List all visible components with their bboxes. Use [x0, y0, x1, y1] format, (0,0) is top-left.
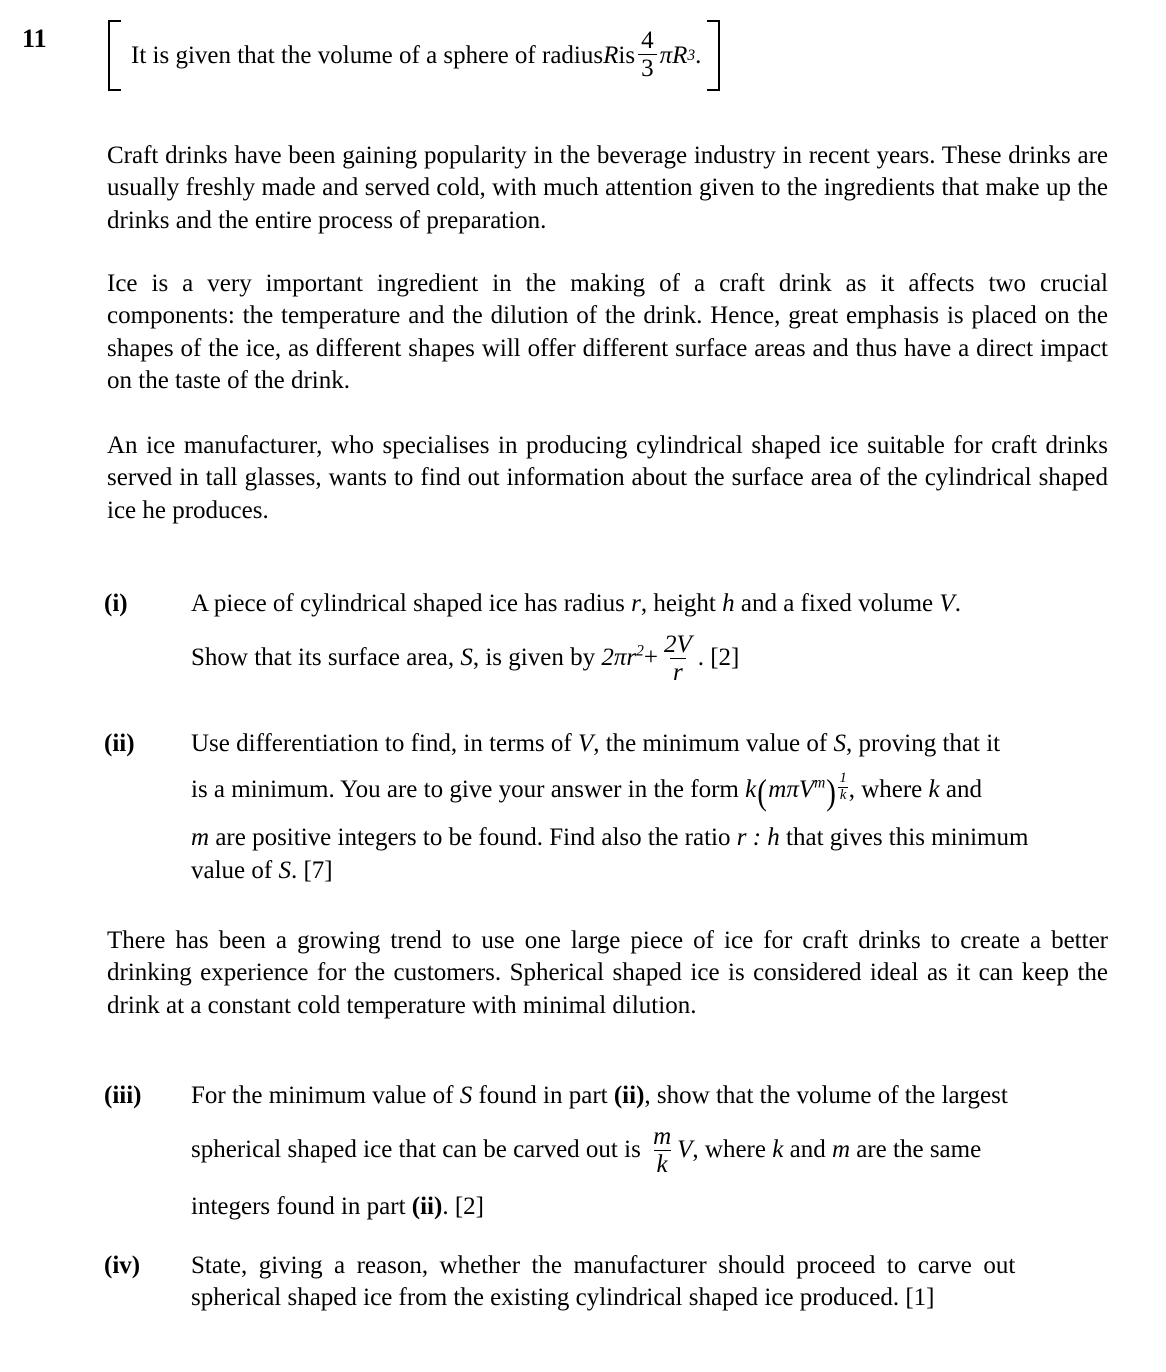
part-i-marks: [2]: [710, 644, 740, 672]
part-ii-content: [191, 728, 1112, 887]
given-text-before: It is given that the volume of a sphere of radius: [131, 41, 604, 69]
fraction-denominator: k: [839, 786, 847, 803]
part-iii: [100, 1080, 1112, 1224]
part-i-line-2: [191, 620, 1112, 699]
one-over-k-exponent: [837, 771, 848, 804]
question-number: 11: [22, 24, 47, 53]
part-ii-text-f: and: [939, 776, 982, 804]
left-square-bracket: [108, 20, 121, 91]
sphere-volume-expression: [647, 1123, 693, 1179]
part-iii-text-a: For the minimum value of: [191, 1082, 460, 1109]
ratio-r-h: r : h: [736, 824, 780, 852]
part-ii-text-j: .: [290, 856, 298, 884]
part-i-label: (i): [104, 590, 128, 617]
given-formula-note: [108, 20, 720, 91]
part-ii-text-h: that gives this minimum: [779, 824, 1029, 852]
expr-V: V: [677, 1136, 693, 1164]
part-iii-marks: [2]: [454, 1193, 484, 1221]
given-formula-text: It is given that the volume of a sphere of radius R is $\frac{4}{3}$ π R 3 .: [131, 27, 702, 82]
part-ii-text-c: , proving that it: [845, 730, 1001, 757]
part-i-text-d: .: [954, 590, 961, 617]
part-iii-text-i: .: [442, 1193, 449, 1221]
part-i: [100, 588, 1112, 699]
part-iii-line-2: [191, 1112, 1112, 1191]
part-ii-text-e: , where: [848, 776, 929, 804]
intro-paragraph-3: An ice manufacturer, who specialises in producing cylindrical shaped ice suitable for craft drinks served in tall glasses, wants to find out information about the surface area of the cylindrical shaped ice he produces.: [107, 432, 1108, 524]
part-iii-text-h: integers found in part: [191, 1193, 412, 1221]
left-paren: (: [757, 772, 768, 813]
part-i-text-e: Show that its surface area,: [191, 644, 461, 672]
fraction-numerator: m: [653, 1123, 672, 1151]
part-ii-marks: [7]: [303, 856, 333, 884]
var-S: S: [833, 730, 846, 757]
part-iv-text-2: spherical shaped ice from the existing cylindrical shaped ice produced.: [191, 1284, 900, 1312]
part-iii-line-1: [191, 1080, 1112, 1112]
formula-period: .: [697, 644, 704, 672]
part-ii-text-d: is a minimum. You are to give your answer in the form: [191, 776, 746, 804]
formula-pi: π: [613, 644, 627, 672]
part-i-text-b: , height: [640, 590, 723, 617]
var-S: S: [460, 644, 473, 672]
part-iii-text-f: and: [783, 1136, 832, 1164]
m-over-k-fraction: [650, 1123, 674, 1178]
given-text-mid: is: [618, 41, 636, 69]
part-iv: [100, 1250, 1112, 1315]
part-i-text-c: and a fixed volume: [734, 590, 940, 617]
part-iii-text-d: spherical shaped ice that can be carved out is: [191, 1136, 648, 1164]
fraction-denominator: r: [670, 658, 686, 686]
fraction-numerator: 1: [839, 769, 847, 786]
part-iii-ref-ii-2: (ii): [411, 1193, 443, 1221]
part-iii-text-c: , show that the volume of the largest: [644, 1082, 1008, 1109]
var-k: k: [928, 776, 940, 804]
surface-area-formula: [601, 631, 704, 687]
given-var-R: R: [603, 41, 619, 69]
var-V: V: [939, 590, 955, 617]
formula-plus: +: [643, 644, 658, 672]
given-period: .: [695, 41, 702, 69]
part-iv-line-2: [191, 1282, 1112, 1314]
part-i-text-f: , is given by: [472, 644, 602, 672]
part-iii-content: [191, 1080, 1112, 1224]
part-iii-text-g: are the same: [850, 1136, 982, 1164]
expr-V-exponent: m: [814, 774, 826, 792]
intro-paragraph-2: Ice is a very important ingredient in the making of a craft drink as it affects two crucial components: the temperature and the dilution of the drink. Hence, great emphasis is placed on the shapes of the ice, as different shapes will offer different surface areas and thus have a direct impact on the taste of the drink.: [107, 270, 1108, 394]
var-S: S: [459, 1082, 473, 1109]
minimum-value-expression: [745, 769, 849, 813]
var-m: m: [191, 824, 210, 852]
part-iv-content: [191, 1250, 1112, 1315]
part-iii-text-b: found in part: [472, 1082, 614, 1109]
part-ii-label: (ii): [104, 730, 135, 757]
part-iv-label: (iv): [104, 1252, 141, 1279]
part-ii-text-a: Use differentiation to find, in terms of: [191, 730, 578, 757]
pi-symbol: π: [659, 41, 673, 69]
fraction-denominator: k: [654, 1150, 671, 1178]
part-ii-line-2: [191, 760, 1112, 822]
part-ii-text-i: value of: [191, 856, 279, 884]
part-ii-line-4: [191, 855, 1112, 887]
formula-r: r: [626, 644, 637, 672]
part-ii-text-b: , the minimum value of: [593, 730, 834, 757]
fraction-denominator: 3: [638, 54, 657, 82]
part-iii-line-3-text: [191, 1193, 449, 1220]
part-iii-ref-ii: (ii): [613, 1082, 645, 1109]
right-square-bracket: [707, 20, 720, 91]
formula-coefficient: 2: [601, 644, 614, 672]
var-V: V: [577, 730, 594, 757]
intro-paragraph-1: Craft drinks have been gaining popularity in the beverage industry in recent years. These drinks are usually freshly made and served cold, with much attention given to the ingredients that make up the drinks and the entire process of preparation.: [107, 142, 1108, 234]
expr-pi: π: [786, 776, 799, 804]
var-m: m: [831, 1136, 851, 1164]
part-iii-line-3: [191, 1191, 1112, 1223]
expr-k: k: [745, 776, 757, 804]
fraction-numerator: 2V: [663, 631, 692, 659]
part-ii-line-1: [191, 728, 1112, 760]
part-iii-label: (iii): [104, 1082, 142, 1109]
part-i-content: [191, 588, 1112, 699]
part-ii: [100, 728, 1112, 887]
given-var-R-cubed: R: [672, 41, 688, 69]
var-S: S: [278, 856, 291, 884]
expr-m: m: [768, 776, 787, 804]
expr-V: V: [798, 776, 815, 804]
part-iv-marks: [1]: [905, 1284, 935, 1312]
part-iv-text-1: State, giving a reason, whether the manufacturer should proceed to carve out: [191, 1252, 1016, 1279]
two-V-over-r-fraction: [661, 631, 695, 686]
four-thirds-fraction: [638, 27, 657, 82]
part-ii-line-4-text: [191, 857, 297, 884]
var-h: h: [722, 590, 735, 617]
formula-exponent-two: 2: [636, 643, 644, 661]
fraction-numerator: 4: [641, 27, 654, 54]
part-i-line-1: [191, 588, 1112, 620]
part-ii-text-g: are positive integers to be found. Find also the ratio: [209, 824, 737, 852]
part-iii-text-e: , where: [692, 1136, 773, 1164]
part-i-text-a: A piece of cylindrical shaped ice has radius: [191, 590, 632, 617]
part-i-formula-row: [191, 631, 704, 687]
var-r: r: [631, 590, 641, 617]
right-paren: ): [826, 772, 837, 813]
mid-paragraph: There has been a growing trend to use one large piece of ice for craft drinks to create a better drinking experience for the customers. Spherical shaped ice is considered ideal as it can keep the drink at a constant cold temperature with minimal dilution.: [107, 927, 1108, 1019]
var-k: k: [772, 1136, 784, 1164]
part-iv-line-1: [191, 1250, 1112, 1282]
part-ii-line-3: [191, 822, 1112, 854]
